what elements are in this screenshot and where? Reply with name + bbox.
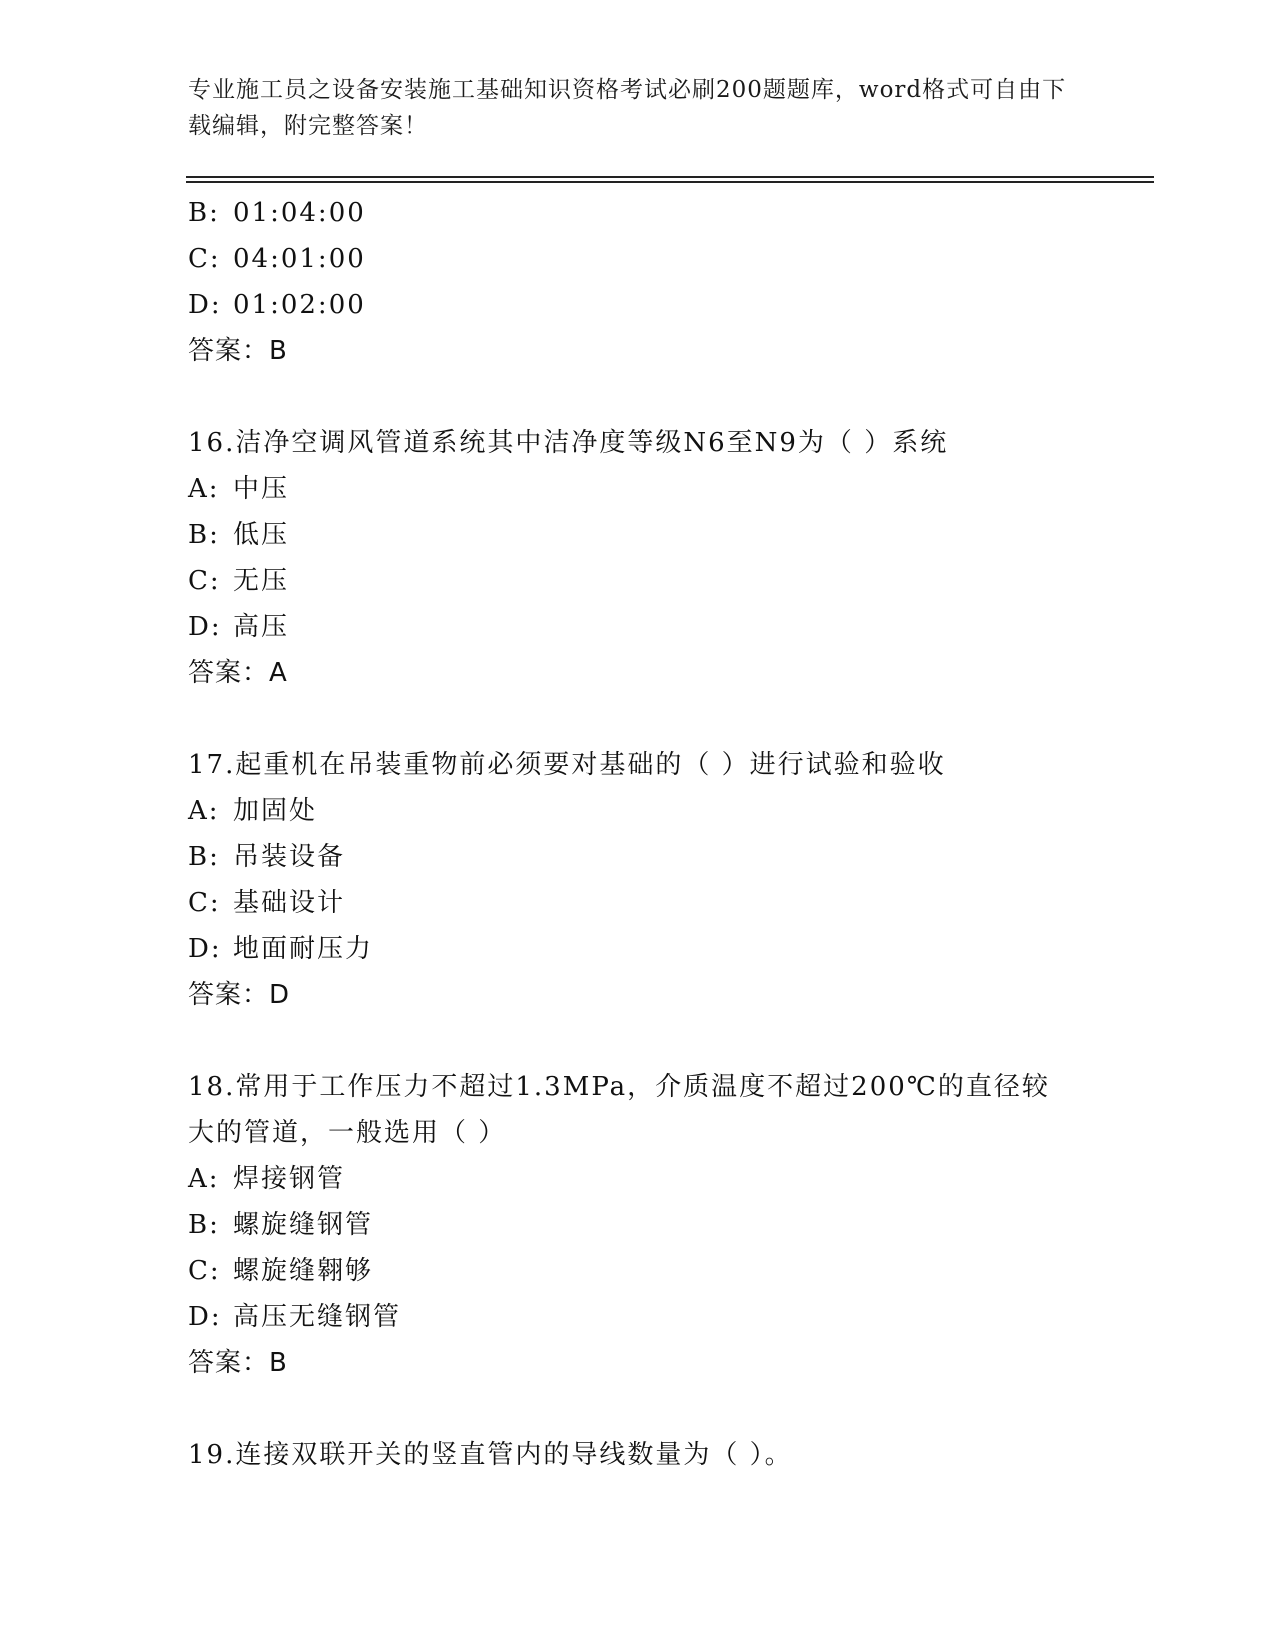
option-text: 01:02:00 — [233, 290, 366, 320]
option-c — [188, 558, 1088, 604]
option-text: 无压 — [233, 566, 290, 596]
question-list — [188, 190, 1088, 1478]
question-18 — [188, 1064, 1088, 1386]
option-label: C: — [188, 888, 221, 918]
option-label: A: — [188, 796, 220, 826]
option-text: 螺旋缝翱够 — [233, 1256, 374, 1286]
option-text: 低压 — [233, 520, 290, 550]
option-label: D: — [188, 934, 222, 964]
option-text: 加固处 — [233, 796, 318, 826]
option-text: 基础设计 — [233, 888, 346, 918]
option-label: C: — [188, 566, 221, 596]
option-label: D: — [188, 1302, 222, 1332]
option-text: 高压 — [233, 612, 290, 642]
option-text: 地面耐压力 — [233, 934, 374, 964]
option-b — [188, 512, 1088, 558]
question-text: 16.洁净空调风管道系统其中洁净度等级N6至N9为（ ）系统 — [188, 428, 949, 458]
option-label: D: — [188, 612, 222, 642]
option-label: C: — [188, 244, 221, 274]
spacer — [188, 1018, 1088, 1064]
option-b — [188, 834, 1088, 880]
header-rule-bottom — [186, 181, 1154, 183]
question-text: 17.起重机在吊装重物前必须要对基础的（ ）进行试验和验收 — [188, 750, 946, 780]
answer-line: 答案：D — [188, 980, 291, 1010]
option-b — [188, 190, 1088, 236]
document-header: 专业施工员之设备安装施工基础知识资格考试必刷200题题库，word格式可自由下载编辑，附完整答案！ — [188, 77, 1067, 139]
option-text: 焊接钢管 — [233, 1164, 346, 1194]
spacer — [188, 1386, 1088, 1432]
spacer — [188, 696, 1088, 742]
option-c — [188, 1248, 1088, 1294]
option-label: B: — [188, 1210, 220, 1240]
option-label: B: — [188, 198, 220, 228]
option-d — [188, 604, 1088, 650]
option-text: 中压 — [233, 474, 290, 504]
option-label: B: — [188, 520, 220, 550]
option-d — [188, 926, 1088, 972]
option-a — [188, 466, 1088, 512]
option-a — [188, 788, 1088, 834]
option-text: 螺旋缝钢管 — [233, 1210, 374, 1240]
option-c — [188, 880, 1088, 926]
option-label: A: — [188, 1164, 220, 1194]
previous-question-block — [188, 190, 1088, 374]
question-16 — [188, 420, 1088, 696]
option-c — [188, 236, 1088, 282]
option-label: A: — [188, 474, 220, 504]
option-label: D: — [188, 290, 222, 320]
option-d — [188, 282, 1088, 328]
question-text: 19.连接双联开关的竖直管内的导线数量为（ ）。 — [188, 1440, 793, 1470]
header-rule-top — [186, 176, 1154, 178]
answer-line: 答案：B — [188, 336, 288, 366]
answer-line: 答案：B — [188, 1348, 288, 1378]
option-d — [188, 1294, 1088, 1340]
option-label: C: — [188, 1256, 221, 1286]
option-text: 01:04:00 — [233, 198, 366, 228]
answer-line: 答案：A — [188, 658, 288, 688]
question-17 — [188, 742, 1088, 1018]
question-19 — [188, 1432, 1088, 1478]
option-text: 吊装设备 — [233, 842, 346, 872]
option-label: B: — [188, 842, 220, 872]
option-b — [188, 1202, 1088, 1248]
option-text: 04:01:00 — [233, 244, 366, 274]
spacer — [188, 374, 1088, 420]
question-text: 18.常用于工作压力不超过1.3MPa，介质温度不超过200℃的直径较大的管道，一般选用（ ） — [188, 1072, 1050, 1148]
option-a — [188, 1156, 1088, 1202]
option-text: 高压无缝钢管 — [233, 1302, 402, 1332]
